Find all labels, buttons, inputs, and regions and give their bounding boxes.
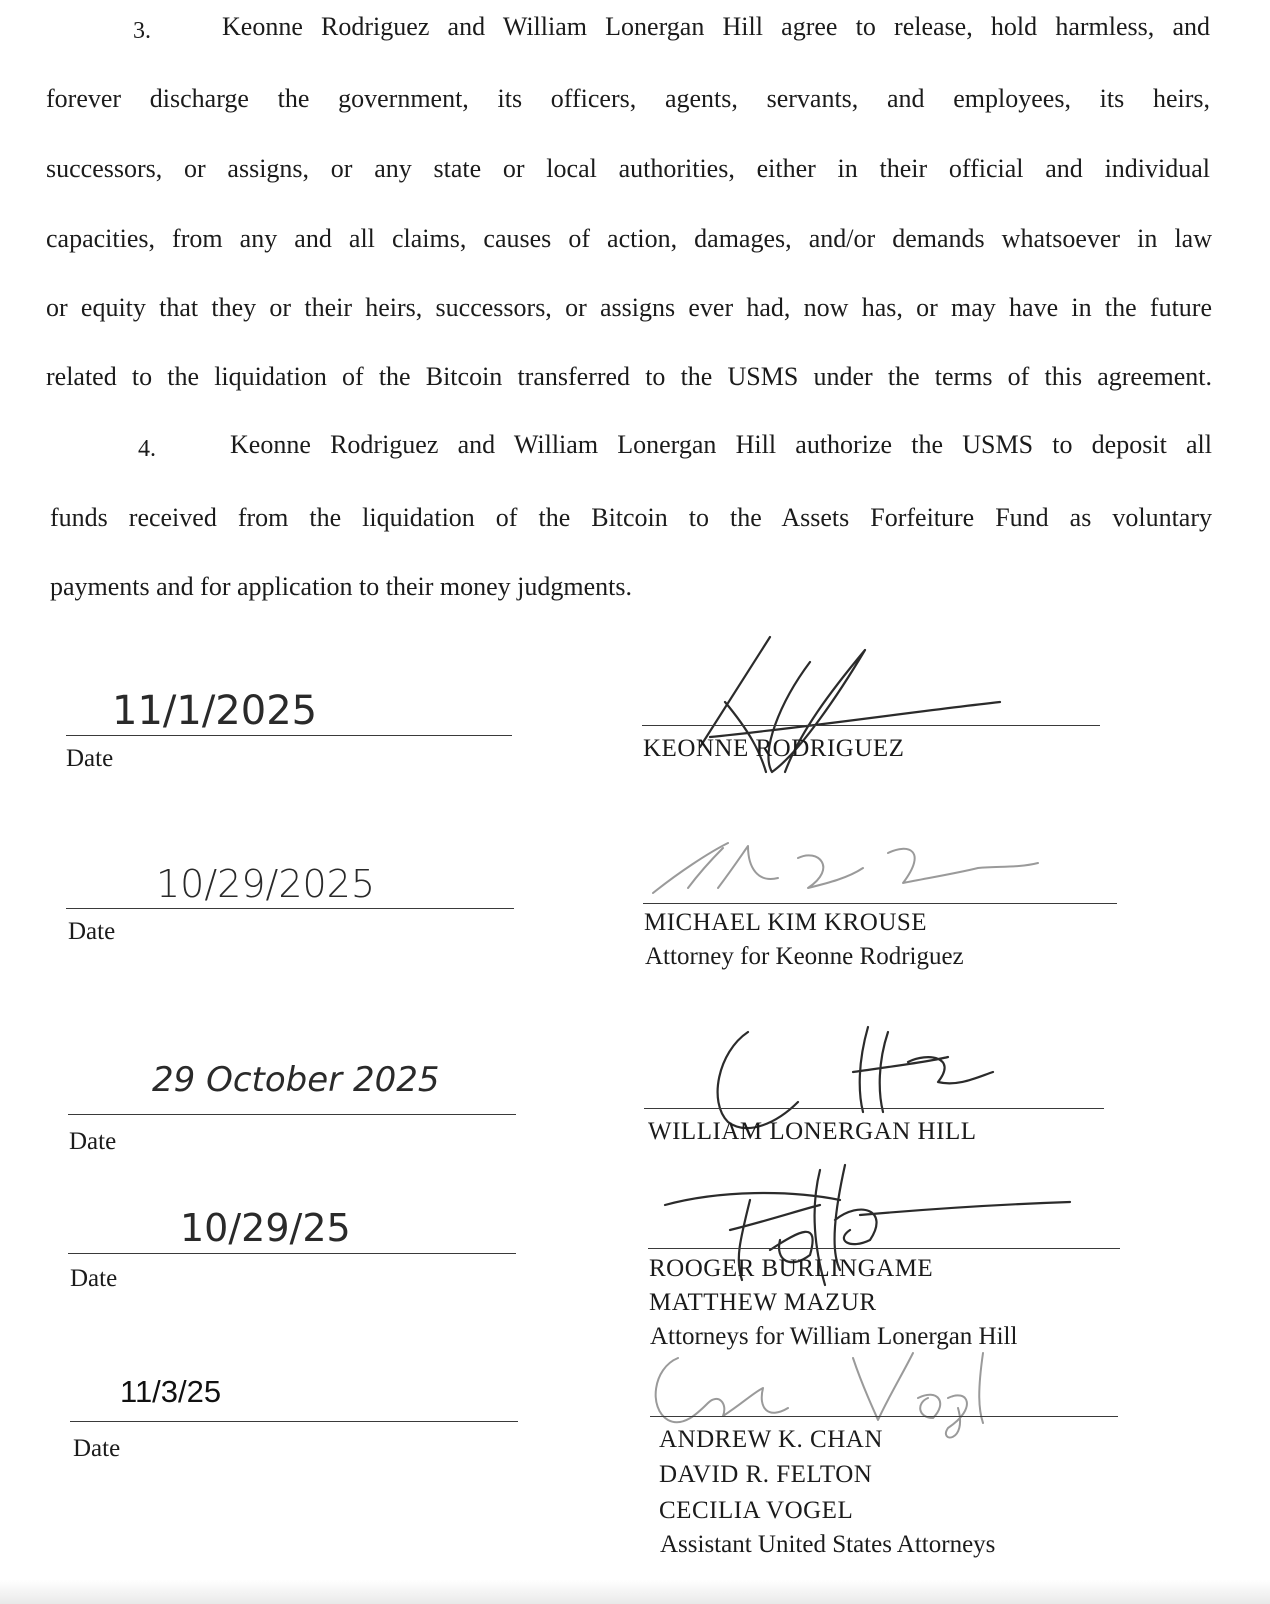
paragraph-3-line-1: Keonne Rodriguez and William Lonergan Hill agree to release, hold harmless, and	[222, 12, 1210, 41]
date-line-1	[66, 735, 512, 736]
signer-name-5a: ANDREW K. CHAN	[659, 1426, 883, 1453]
signature-line-2	[643, 903, 1117, 904]
handwritten-date-1: 11/1/2025	[112, 688, 318, 734]
handwritten-date-4: 10/29/25	[180, 1206, 351, 1250]
paragraph-3-line-3: successors, or assigns, or any state or local authorities, either in their official and individual	[46, 154, 1210, 183]
signature-line-4	[648, 1248, 1120, 1249]
typed-date-5: 11/3/25	[120, 1374, 222, 1409]
signer-name-1: KEONNE RODRIGUEZ	[643, 735, 905, 762]
date-label-5: Date	[73, 1435, 121, 1462]
date-label-4: Date	[70, 1265, 118, 1292]
date-line-3	[68, 1114, 516, 1115]
signature-line-1	[642, 725, 1100, 726]
signature-michael-kim-krouse	[648, 838, 1048, 908]
handwritten-date-2: 10/29/2025	[156, 862, 376, 906]
date-label-2: Date	[68, 918, 116, 945]
signer-name-2: MICHAEL KIM KROUSE	[644, 909, 928, 936]
paragraph-4-line-1: Keonne Rodriguez and William Lonergan Hill authorize the USMS to deposit all	[230, 430, 1212, 459]
paragraph-3-line-4: capacities, from any and all claims, causes of action, damages, and/or demands whatsoever in law	[46, 224, 1212, 253]
signer-title-2: Attorney for Keonne Rodriguez	[645, 943, 964, 970]
date-line-4	[68, 1253, 516, 1254]
signer-title-4: Attorneys for William Lonergan Hill	[650, 1323, 1018, 1350]
signature-line-3	[644, 1108, 1104, 1109]
paragraph-4-line-2: funds received from the liquidation of the Bitcoin to the Assets Forfeiture Fund as voluntary	[50, 503, 1212, 532]
signer-name-5c: CECILIA VOGEL	[659, 1497, 854, 1524]
handwritten-date-3: 29 October 2025	[152, 1060, 440, 1100]
signer-name-4a: ROOGER BURLINGAME	[649, 1255, 934, 1282]
paragraph-3-number: 3.	[133, 18, 151, 44]
date-line-2	[66, 908, 514, 909]
paragraph-4-line-3: payments and for application to their money judgments.	[50, 572, 632, 601]
signer-name-3: WILLIAM LONERGAN HILL	[648, 1118, 977, 1145]
paragraph-3-line-6: related to the liquidation of the Bitcoin transferred to the USMS under the terms of this agreement.	[46, 362, 1212, 391]
paragraph-4-number: 4.	[138, 436, 156, 462]
signer-title-5: Assistant United States Attorneys	[660, 1531, 996, 1558]
signature-line-5	[650, 1416, 1118, 1417]
signer-name-5b: DAVID R. FELTON	[659, 1461, 873, 1488]
paragraph-3-line-5: or equity that they or their heirs, successors, or assigns ever had, now has, or may have in the future	[46, 293, 1212, 322]
paragraph-3-line-2: forever discharge the government, its officers, agents, servants, and employees, its heirs,	[46, 84, 1210, 113]
date-line-5	[70, 1421, 518, 1422]
date-label-3: Date	[69, 1128, 117, 1155]
page-bottom-edge	[0, 1580, 1270, 1604]
date-label-1: Date	[66, 745, 114, 772]
signer-name-4b: MATTHEW MAZUR	[649, 1289, 877, 1316]
